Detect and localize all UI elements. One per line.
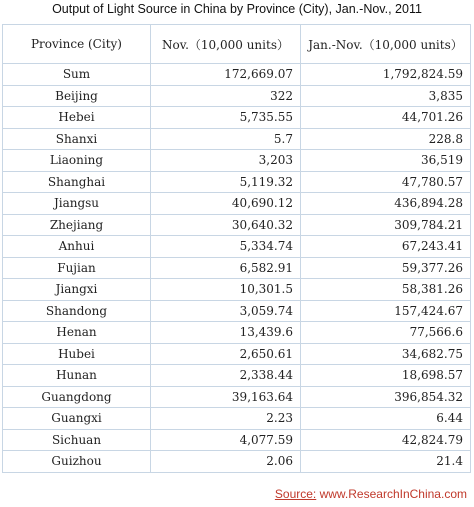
cell-province: Hubei [3, 343, 151, 365]
table-row [3, 107, 471, 129]
cell-jan-nov: 42,824.79 [301, 429, 471, 451]
cell-province: Hunan [3, 365, 151, 387]
table-row [3, 343, 471, 365]
cell-jan-nov: 309,784.21 [301, 214, 471, 236]
cell-jan-nov: 18,698.57 [301, 365, 471, 387]
table-row [3, 128, 471, 150]
cell-jan-nov: 3,835 [301, 85, 471, 107]
table-body [3, 64, 471, 473]
cell-nov: 2,338.44 [151, 365, 301, 387]
cell-nov: 6,582.91 [151, 257, 301, 279]
table-row [3, 257, 471, 279]
cell-nov: 2,650.61 [151, 343, 301, 365]
header-province: Province (City) [3, 25, 151, 64]
table-row [3, 85, 471, 107]
cell-jan-nov: 58,381.26 [301, 279, 471, 301]
cell-province: Guizhou [3, 451, 151, 473]
table-row [3, 150, 471, 172]
table-row [3, 408, 471, 430]
source-label: Source: [274, 487, 317, 501]
cell-jan-nov: 47,780.57 [301, 171, 471, 193]
cell-jan-nov: 157,424.67 [301, 300, 471, 322]
cell-nov: 2.23 [151, 408, 301, 430]
cell-nov: 5.7 [151, 128, 301, 150]
cell-province: Zhejiang [3, 214, 151, 236]
cell-nov: 5,119.32 [151, 171, 301, 193]
cell-province: Fujian [3, 257, 151, 279]
cell-province: Anhui [3, 236, 151, 258]
table-row [3, 429, 471, 451]
cell-province: Liaoning [3, 150, 151, 172]
table-row [3, 171, 471, 193]
cell-nov: 172,669.07 [151, 64, 301, 86]
cell-jan-nov: 436,894.28 [301, 193, 471, 215]
table-row [3, 451, 471, 473]
cell-nov: 40,690.12 [151, 193, 301, 215]
table-row [3, 193, 471, 215]
cell-jan-nov: 34,682.75 [301, 343, 471, 365]
cell-nov: 322 [151, 85, 301, 107]
cell-province: Hebei [3, 107, 151, 129]
cell-nov: 5,334.74 [151, 236, 301, 258]
table-row [3, 386, 471, 408]
table-title: Output of Light Source in China by Province (City), Jan.-Nov., 2011 [52, 2, 422, 16]
cell-jan-nov: 1,792,824.59 [301, 64, 471, 86]
cell-nov: 3,203 [151, 150, 301, 172]
cell-jan-nov: 21.4 [301, 451, 471, 473]
cell-nov: 5,735.55 [151, 107, 301, 129]
cell-province: Henan [3, 322, 151, 344]
table-row [3, 64, 471, 86]
cell-province: Sum [3, 64, 151, 86]
cell-province: Jiangxi [3, 279, 151, 301]
cell-jan-nov: 67,243.41 [301, 236, 471, 258]
source-note [275, 487, 467, 501]
cell-jan-nov: 59,377.26 [301, 257, 471, 279]
header-row [3, 25, 471, 64]
cell-nov: 10,301.5 [151, 279, 301, 301]
cell-nov: 39,163.64 [151, 386, 301, 408]
cell-nov: 4,077.59 [151, 429, 301, 451]
cell-province: Jiangsu [3, 193, 151, 215]
cell-province: Sichuan [3, 429, 151, 451]
cell-jan-nov: 77,566.6 [301, 322, 471, 344]
source-text[interactable]: www.ResearchInChina.com [319, 487, 467, 501]
table-row [3, 365, 471, 387]
cell-nov: 13,439.6 [151, 322, 301, 344]
cell-nov: 3,059.74 [151, 300, 301, 322]
cell-nov: 2.06 [151, 451, 301, 473]
cell-jan-nov: 6.44 [301, 408, 471, 430]
table-row [3, 300, 471, 322]
data-table [2, 24, 471, 473]
cell-nov: 30,640.32 [151, 214, 301, 236]
cell-jan-nov: 228.8 [301, 128, 471, 150]
header-nov: Nov.（10,000 units） [151, 25, 301, 64]
cell-province: Shanghai [3, 171, 151, 193]
cell-province: Guangxi [3, 408, 151, 430]
cell-jan-nov: 44,701.26 [301, 107, 471, 129]
header-jan-nov: Jan.-Nov.（10,000 units） [301, 25, 471, 64]
cell-jan-nov: 36,519 [301, 150, 471, 172]
cell-jan-nov: 396,854.32 [301, 386, 471, 408]
table-row [3, 214, 471, 236]
table-row [3, 322, 471, 344]
table-row [3, 236, 471, 258]
table-row [3, 279, 471, 301]
cell-province: Beijing [3, 85, 151, 107]
cell-province: Guangdong [3, 386, 151, 408]
cell-province: Shandong [3, 300, 151, 322]
cell-province: Shanxi [3, 128, 151, 150]
